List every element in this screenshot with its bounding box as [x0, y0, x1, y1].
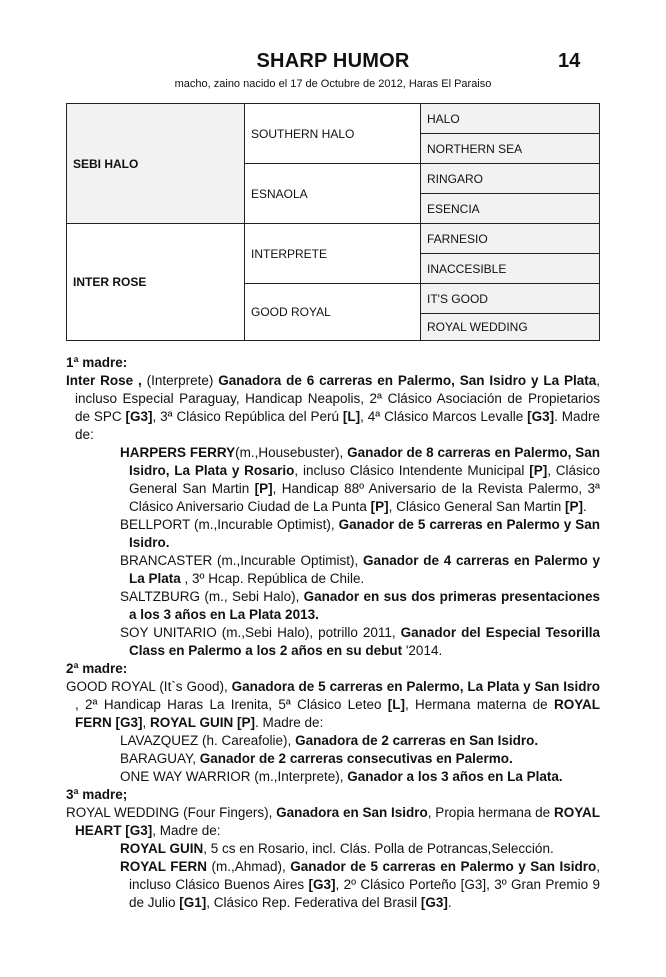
grade-badge: [G3]	[420, 895, 448, 910]
grade-badge: [P]	[370, 499, 389, 514]
second-dam-detail: . Madre de:	[255, 715, 324, 730]
sibling-name: ROYAL HEART [G3]	[75, 805, 600, 838]
grade-badge: [L]	[342, 409, 361, 424]
produce-item	[120, 858, 600, 912]
pedigree-sire-sire: SOUTHERN HALO	[245, 104, 421, 164]
produce-item	[120, 732, 600, 750]
pedigree-dam: INTER ROSE	[67, 224, 245, 341]
third-dam-name: ROYAL WEDDING	[66, 805, 180, 820]
produce-item	[120, 588, 600, 624]
second-dam-produce-list	[66, 732, 600, 786]
second-dam-name: GOOD ROYAL	[66, 679, 156, 694]
pedigree-dam-dam-sire: IT'S GOOD	[421, 284, 600, 314]
produce-wins: Ganador de 5 carreras en Palermo y San Isidro.	[129, 517, 600, 550]
produce-item	[120, 552, 600, 588]
produce-name: ROYAL FERN	[120, 859, 207, 874]
third-dam-heading: 3ª madre;	[66, 787, 128, 802]
third-dam-detail: , Propia hermana de	[427, 805, 554, 820]
sibling-name: ROYAL GUIN [P]	[150, 715, 256, 730]
produce-item	[120, 444, 600, 516]
pedigree-dam-dam: GOOD ROYAL	[245, 284, 421, 341]
produce-detail: , Clásico General San Martin	[129, 463, 600, 496]
first-dam-detail: , 4ª Clásico Marcos Levalle	[360, 409, 528, 424]
produce-sire: (h. Careafolie),	[198, 733, 296, 748]
produce-name: HARPERS FERRY	[120, 445, 236, 460]
produce-name: SOY UNITARIO	[120, 625, 217, 640]
pedigree-dam-sire-dam: INACCESIBLE	[421, 254, 600, 284]
produce-sire: (m.,Interprete),	[250, 769, 348, 784]
first-dam-detail: , incluso Especial Paraguay, Handicap Neapolis, 2ª Clásico Asociación de Propietarios de SPC	[75, 373, 600, 424]
pedigree-dam-sire: INTERPRETE	[245, 224, 421, 284]
produce-name: BRANCASTER	[120, 553, 213, 568]
separator: ,	[142, 715, 151, 730]
produce-sire: ,	[192, 751, 200, 766]
pedigree-sire: SEBI HALO	[67, 104, 245, 224]
lot-number: 14	[558, 50, 581, 72]
produce-detail: , Handicap 88º Aniversario de la Revista Palermo, 3ª Clásico Aniversario Ciudad de La Punta	[129, 481, 600, 514]
produce-sire: (m., Sebi Halo),	[200, 589, 304, 604]
produce-item	[120, 516, 600, 552]
third-dam-produce-list	[66, 840, 600, 912]
second-dam-heading: 2ª madre:	[66, 661, 128, 676]
produce-detail: , 3º Hcap. República de Chile.	[180, 571, 365, 586]
third-dam-wins: Ganadora en San Isidro	[276, 805, 428, 820]
produce-detail: , Clásico Rep. Federativa del Brasil	[206, 895, 421, 910]
pedigree-dam-sire-sire: FARNESIO	[421, 224, 600, 254]
produce-name: BARAGUAY	[120, 751, 193, 766]
second-dam-detail: , 2ª Handicap Haras La Irenita, 5ª Clásico Leteo	[75, 697, 388, 712]
horse-subtitle: macho, zaino nacido el 17 de Octubre de 2012, Haras El Paraiso	[174, 78, 492, 90]
female-family-text	[66, 354, 600, 912]
produce-item	[120, 840, 600, 858]
second-dam-wins: Ganadora de 5 carreras en Palermo, La Plata y San Isidro	[231, 679, 600, 694]
first-dam-paragraph	[66, 372, 600, 444]
produce-detail: , 2º Clásico Porteño [G3], 3º Gran Premio 9 de Julio	[129, 877, 600, 910]
first-dam-detail: . Madre de:	[75, 409, 600, 442]
sibling-name: ROYAL FERN [G3]	[75, 697, 600, 730]
produce-detail: '2014.	[402, 643, 443, 658]
produce-sire: (m.,Housebuster),	[235, 445, 348, 460]
pedigree-table	[66, 103, 600, 341]
produce-item	[120, 624, 600, 660]
produce-name: LAVAZQUEZ	[120, 733, 199, 748]
produce-wins: Ganadora de 2 carreras en San Isidro.	[295, 733, 539, 748]
produce-sire: (m.,Ahmad),	[207, 859, 291, 874]
pedigree-sire-sire-sire: HALO	[421, 104, 600, 134]
grade-badge: [L]	[387, 697, 405, 712]
produce-wins: Ganador de 4 carreras en Palermo y La Plata	[129, 553, 600, 586]
produce-name: ONE WAY WARRIOR	[120, 769, 251, 784]
grade-badge: [P]	[564, 499, 583, 514]
third-dam-paragraph	[66, 804, 600, 840]
pedigree-sire-dam-dam: ESENCIA	[421, 194, 600, 224]
grade-badge: [P]	[254, 481, 273, 496]
produce-detail: , incluso Clásico Buenos Aires	[129, 859, 600, 892]
produce-sire: (m.,Sebi Halo), potrillo 2011,	[216, 625, 401, 640]
pedigree-sire-dam: ESNAOLA	[245, 164, 421, 224]
third-dam-detail: , Madre de:	[152, 823, 221, 838]
first-dam-sire: (Interprete)	[141, 373, 219, 388]
first-dam-wins: Ganadora de 6 carreras en Palermo, San Isidro y La Plata	[218, 373, 597, 388]
third-dam-sire: (Four Fingers),	[179, 805, 277, 820]
produce-name: ROYAL GUIN	[120, 841, 204, 856]
produce-detail: , 5 cs en Rosario, incl. Clás. Polla de Potrancas,Selección.	[203, 841, 554, 856]
first-dam-heading: 1ª madre:	[66, 355, 128, 370]
grade-badge: [G3]	[527, 409, 555, 424]
produce-wins: Ganador en sus dos primeras presentaciones a los 3 años en La Plata 2013.	[129, 589, 600, 622]
produce-item	[120, 768, 600, 786]
pedigree-dam-dam-dam: ROYAL WEDDING	[421, 314, 600, 341]
first-dam-name: Inter Rose ,	[66, 373, 142, 388]
produce-detail: .	[447, 895, 452, 910]
produce-wins: Ganador de 5 carreras en Palermo y San Isidro	[290, 859, 597, 874]
produce-wins: Ganador del Especial Tesorilla Class en Palermo a los 2 años en su debut	[129, 625, 601, 658]
second-dam-paragraph	[66, 678, 600, 732]
grade-badge: [G3]	[125, 409, 153, 424]
grade-badge: [G3]	[308, 877, 336, 892]
grade-badge: [P]	[529, 463, 548, 478]
produce-item	[120, 750, 600, 768]
second-dam-sire: (It`s Good),	[155, 679, 232, 694]
pedigree-sire-dam-sire: RINGARO	[421, 164, 600, 194]
produce-name: BELLPORT	[120, 517, 191, 532]
produce-sire: (m.,Incurable Optimist),	[212, 553, 363, 568]
produce-name: SALTZBURG	[120, 589, 201, 604]
produce-detail: , Clásico General San Martin	[388, 499, 565, 514]
produce-detail: , incluso Clásico Intendente Municipal	[294, 463, 530, 478]
produce-detail: .	[582, 499, 587, 514]
produce-wins: Ganador de 8 carreras en Palermo, San Isidro, La Plata y Rosario	[129, 445, 600, 478]
first-dam-produce-list	[66, 444, 600, 660]
second-dam-detail: , Hermana materna de	[405, 697, 554, 712]
grade-badge: [G1]	[179, 895, 207, 910]
produce-sire: (m.,Incurable Optimist),	[190, 517, 339, 532]
produce-wins: Ganador a los 3 años en La Plata.	[347, 769, 563, 784]
produce-wins: Ganador de 2 carreras consecutivas en Palermo.	[199, 751, 513, 766]
pedigree-sire-sire-dam: NORTHERN SEA	[421, 134, 600, 164]
horse-name: SHARP HUMOR	[256, 50, 410, 72]
first-dam-detail: , 3ª Clásico República del Perú	[152, 409, 343, 424]
